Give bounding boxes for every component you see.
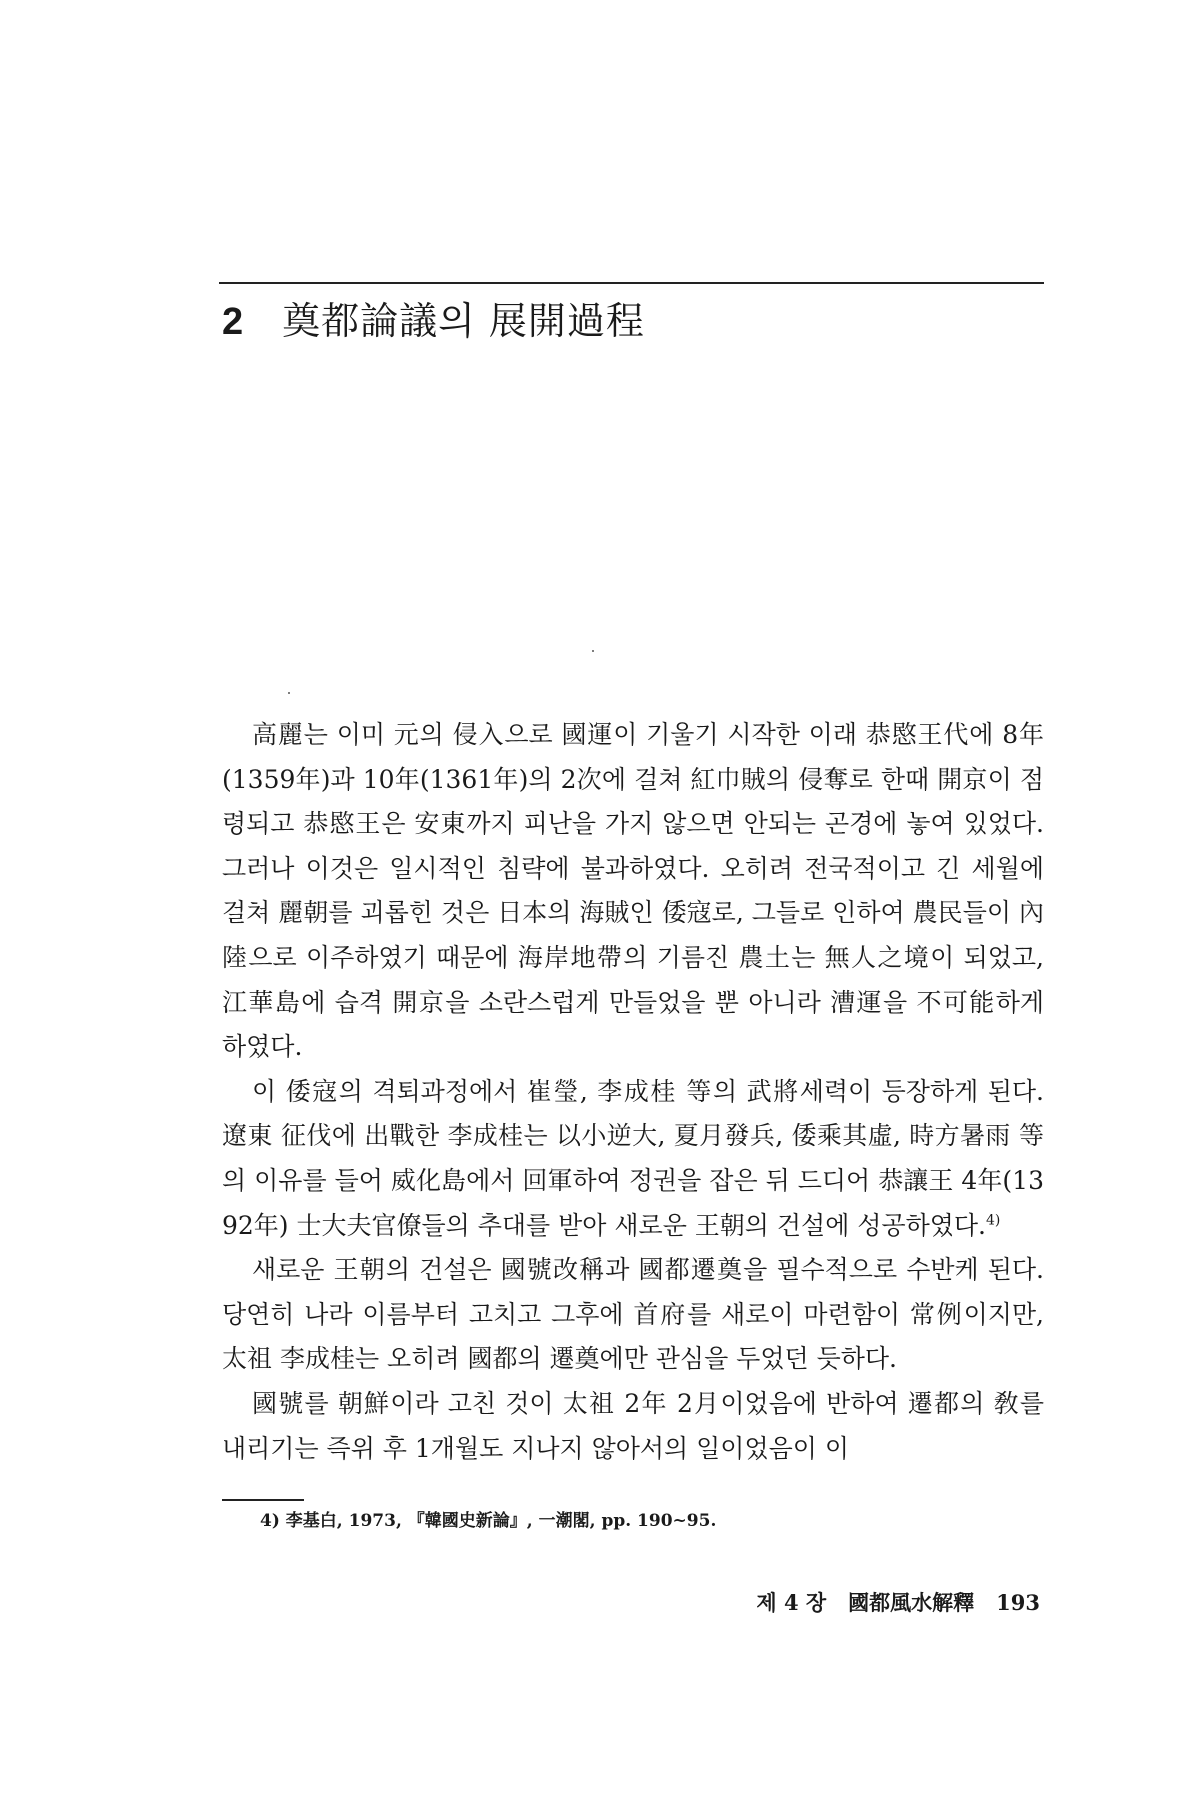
paragraph-text: 國號를 朝鮮이라 고친 것이 太祖 2年 2月이었음에 반하여 遷都의 敎를 내리기는 즉위 후 1개월도 지나지 않아서의 일이었음이 이 [222, 1388, 1044, 1463]
footnote: 4) 李基白, 1973, 『韓國史新論』, 一潮閣, pp. 190~95. [260, 1511, 717, 1531]
print-speck [592, 650, 594, 652]
section-heading [222, 296, 645, 347]
page-number: 193 [996, 1590, 1040, 1615]
heading-rule [219, 282, 1044, 284]
paragraph [222, 1248, 1044, 1382]
section-number: 2 [222, 301, 245, 343]
paragraph-text: 이 倭寇의 격퇴과정에서 崔瑩, 李成桂 等의 武將세력이 등장하게 된다. 遼東 征伐에 出戰한 李成桂는 以小逆大, 夏月發兵, 倭乘其虛, 時方暑雨 等의 이유를 들어 威化島에서 回軍하여 정권을 잡은 뒤 드디어 恭讓王 4年(1392年) 士大夫官僚들의 추대를 받아 새로운 王朝의 건설에 성공하였다. [222, 1076, 1044, 1240]
footnote-rule [222, 1499, 304, 1501]
print-speck [288, 692, 290, 694]
footnote-ref: 4) [986, 1212, 1001, 1229]
footer-chapter: 제 4 장 [756, 1590, 827, 1615]
section-title: 奠都論議의 展開過程 [282, 299, 645, 343]
paragraph [222, 1382, 1044, 1471]
footer-book-title: 國都風水解釋 [848, 1590, 975, 1615]
paragraph-text: 高麗는 이미 元의 侵入으로 國運이 기울기 시작한 이래 恭愍王代에 8年(1359年)과 10年(1361年)의 2次에 걸쳐 紅巾賊의 侵奪로 한때 開京이 점령되고 恭愍王은 安東까지 피난을 가지 않으면 안되는 곤경에 놓여 있었다. 그러나 이것은 일시적인 침략에 불과하였다. 오히려 전국적이고 긴 세월에 걸쳐 麗朝를 괴롭힌 것은 日本의 海賊인 倭寇로, 그들로 인하여 農民들이 內陸으로 이주하였기 때문에 海岸地帶의 기름진 農土는 無人之境이 되었고, 江華島에 습격 開京을 소란스럽게 만들었을 뿐 아니라 漕運을 不可能하게 하였다. [222, 720, 1044, 1062]
paragraph-text: 새로운 王朝의 건설은 國號改稱과 國都遷奠을 필수적으로 수반케 된다. 당연히 나라 이름부터 고치고 그후에 首府를 새로이 마련함이 常例이지만, 太祖 李成桂는 오히려 國都의 遷奠에만 관심을 두었던 듯하다. [222, 1255, 1044, 1374]
paragraph [222, 713, 1044, 1070]
running-footer [756, 1588, 1040, 1618]
body-text [222, 713, 1044, 1471]
paragraph [222, 1070, 1044, 1248]
